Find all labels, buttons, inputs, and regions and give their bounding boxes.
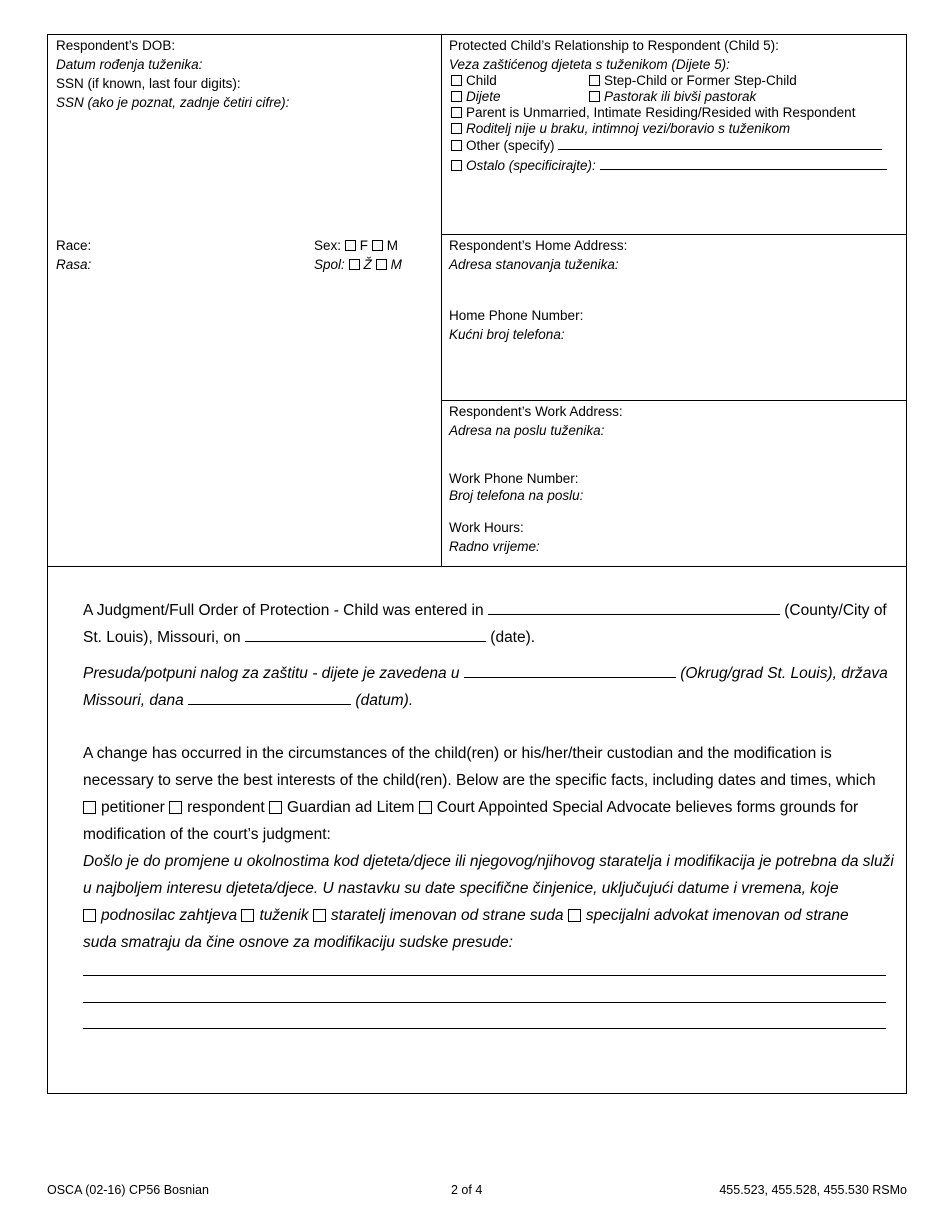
spol-field: [314, 257, 402, 273]
casa-checkbox[interactable]: [419, 801, 432, 814]
county-field[interactable]: [488, 602, 780, 615]
spol-z-label: Ž: [363, 257, 372, 272]
rel-child-label-bs: Dijete: [466, 89, 501, 104]
judgment-text-4: (date).: [490, 629, 536, 646]
judgment-text-1: A Judgment/Full Order of Protection - Child was entered in: [83, 602, 484, 619]
work-phone-label-bs: Broj telefona na poslu:: [449, 488, 584, 503]
ssn-label: SSN (if known, last four digits):: [56, 76, 241, 91]
rel-stepchild-option: [589, 73, 797, 89]
footer-page-number: 2 of 4: [451, 1183, 483, 1197]
race-label: Race:: [56, 238, 92, 253]
spol-m-checkbox[interactable]: [376, 259, 387, 270]
guardian-label-bs: staratelj imenovan od strane suda: [330, 907, 564, 924]
rel-stepchild-label: Step-Child or Former Step-Child: [604, 73, 797, 88]
judgment-text-4-bs: (datum).: [355, 692, 414, 709]
footer-statutes: 455.523, 455.528, 455.530 RSMo: [719, 1183, 907, 1197]
casa-label: Court Appointed Special Advocate believes forms grounds for: [436, 799, 859, 816]
date-field[interactable]: [245, 629, 486, 642]
work-hours-label-bs: Radno vrijeme:: [449, 539, 540, 554]
change-line-1: A change has occurred in the circumstances of the child(ren) or his/her/their custodian and the modification is: [83, 745, 832, 762]
spol-z-checkbox[interactable]: [349, 259, 360, 270]
rel-stepchild-option-bs: [589, 89, 756, 105]
dob-label-bs: Datum rođenja tuženika:: [56, 57, 203, 72]
judgment-line-1: [83, 597, 887, 624]
spol-label: Spol:: [314, 257, 345, 272]
casa-checkbox-bs[interactable]: [568, 909, 581, 922]
dob-label: Respondent’s DOB:: [56, 38, 176, 53]
rel-stepchild-checkbox-bs[interactable]: [589, 91, 600, 102]
rel-child-option-bs: [451, 89, 501, 105]
judgment-text-2: (County/City of: [784, 602, 887, 619]
judgment-line-2-bs: [83, 687, 413, 714]
guardian-checkbox[interactable]: [269, 801, 282, 814]
petitioner-checkbox[interactable]: [83, 801, 96, 814]
change-line-2-bs: u najboljem interesu djeteta/djece. U nastavku su date specifične činjenice, uključujući datume i vremena, koje: [83, 880, 839, 897]
rel-child-checkbox[interactable]: [451, 75, 462, 86]
county-field-bs[interactable]: [464, 665, 676, 678]
judgment-text-2-bs: (Okrug/grad St. Louis), država: [680, 665, 888, 682]
rel-other-checkbox[interactable]: [451, 140, 462, 151]
rel-child-label: Child: [466, 73, 497, 88]
judgment-text-1-bs: Presuda/potpuni nalog za zaštitu - dijete je zavedena u: [83, 665, 460, 682]
change-line-4-bs: suda smatraju da čine osnove za modifikaciju sudske presude:: [83, 934, 513, 951]
rel-parent-checkbox-bs[interactable]: [451, 123, 462, 134]
change-line-2: necessary to serve the best interests of the child(ren). Below are the specific facts, including dates and times, which: [83, 772, 876, 789]
rel-child-option: [451, 73, 497, 89]
rel-other-option-bs: [451, 157, 887, 174]
rel-parent-label-bs: Roditelj nije u braku, intimnoj vezi/boravio s tuženikom: [466, 121, 791, 136]
rel-other-checkbox-bs[interactable]: [451, 160, 462, 171]
sex-f-checkbox[interactable]: [345, 240, 356, 251]
rel-other-field[interactable]: [558, 137, 882, 150]
footer-form-id: OSCA (02-16) CP56 Bosnian: [47, 1183, 209, 1197]
home-address-label: Respondent’s Home Address:: [449, 238, 628, 253]
change-line-1-bs: Došlo je do promjene u okolnostima kod djeteta/djece ili njegovog/njihovog staratelja i modifikacija je potrebna da služi: [83, 853, 894, 870]
respondent-checkbox-bs[interactable]: [241, 909, 254, 922]
race-label-bs: Rasa:: [56, 257, 92, 272]
change-options-line-bs: [83, 902, 849, 929]
sex-m-label: M: [386, 238, 399, 253]
facts-line-1[interactable]: [83, 975, 886, 976]
rel-parent-option: [451, 105, 855, 121]
relationship-title-bs: Veza zaštićenog djeteta s tuženikom (Dijete 5):: [449, 57, 730, 72]
judgment-text-3: St. Louis), Missouri, on: [83, 629, 241, 646]
respondent-label: respondent: [187, 799, 265, 816]
sex-label: Sex:: [314, 238, 342, 253]
relationship-title: Protected Child’s Relationship to Respondent (Child 5):: [449, 38, 779, 53]
ssn-label-bs: SSN (ako je poznat, zadnje četiri cifre):: [56, 95, 290, 110]
home-phone-label: Home Phone Number:: [449, 308, 584, 323]
sex-f-label: F: [359, 238, 369, 253]
facts-line-2[interactable]: [83, 1002, 886, 1003]
work-address-label: Respondent’s Work Address:: [449, 404, 623, 419]
judgment-line-2: [83, 624, 535, 651]
sex-m-checkbox[interactable]: [372, 240, 383, 251]
rel-stepchild-checkbox[interactable]: [589, 75, 600, 86]
work-hours-label: Work Hours:: [449, 520, 524, 535]
facts-line-3[interactable]: [83, 1028, 886, 1029]
guardian-checkbox-bs[interactable]: [313, 909, 326, 922]
petitioner-checkbox-bs[interactable]: [83, 909, 96, 922]
date-field-bs[interactable]: [188, 692, 351, 705]
change-line-4: modification of the court’s judgment:: [83, 826, 331, 843]
judgment-text-3-bs: Missouri, dana: [83, 692, 184, 709]
rel-parent-label: Parent is Unmarried, Intimate Residing/Resided with Respondent: [466, 105, 856, 120]
home-phone-label-bs: Kućni broj telefona:: [449, 327, 565, 342]
spol-m-label: M: [390, 257, 402, 272]
rel-other-label-bs: Ostalo (specificirajte):: [466, 158, 596, 173]
rel-other-option: [451, 137, 882, 154]
casa-label-bs: specijalni advokat imenovan od strane: [585, 907, 849, 924]
work-address-label-bs: Adresa na poslu tuženika:: [449, 423, 605, 438]
sex-field: [314, 238, 398, 254]
respondent-info-cell: [47, 34, 442, 567]
work-phone-label: Work Phone Number:: [449, 471, 579, 486]
guardian-label: Guardian ad Litem: [286, 799, 415, 816]
home-address-label-bs: Adresa stanovanja tuženika:: [449, 257, 619, 272]
rel-other-label: Other (specify): [466, 138, 555, 153]
respondent-checkbox[interactable]: [169, 801, 182, 814]
petitioner-label: petitioner: [101, 799, 165, 816]
petitioner-label-bs: podnosilac zahtjeva: [101, 907, 238, 924]
rel-child-checkbox-bs[interactable]: [451, 91, 462, 102]
rel-parent-checkbox[interactable]: [451, 107, 462, 118]
change-options-line: [83, 794, 858, 821]
rel-other-field-bs[interactable]: [600, 157, 887, 170]
respondent-label-bs: tuženik: [259, 907, 309, 924]
judgment-line-1-bs: [83, 660, 888, 687]
rel-parent-option-bs: [451, 121, 790, 137]
rel-stepchild-label-bs: Pastorak ili bivši pastorak: [604, 89, 757, 104]
